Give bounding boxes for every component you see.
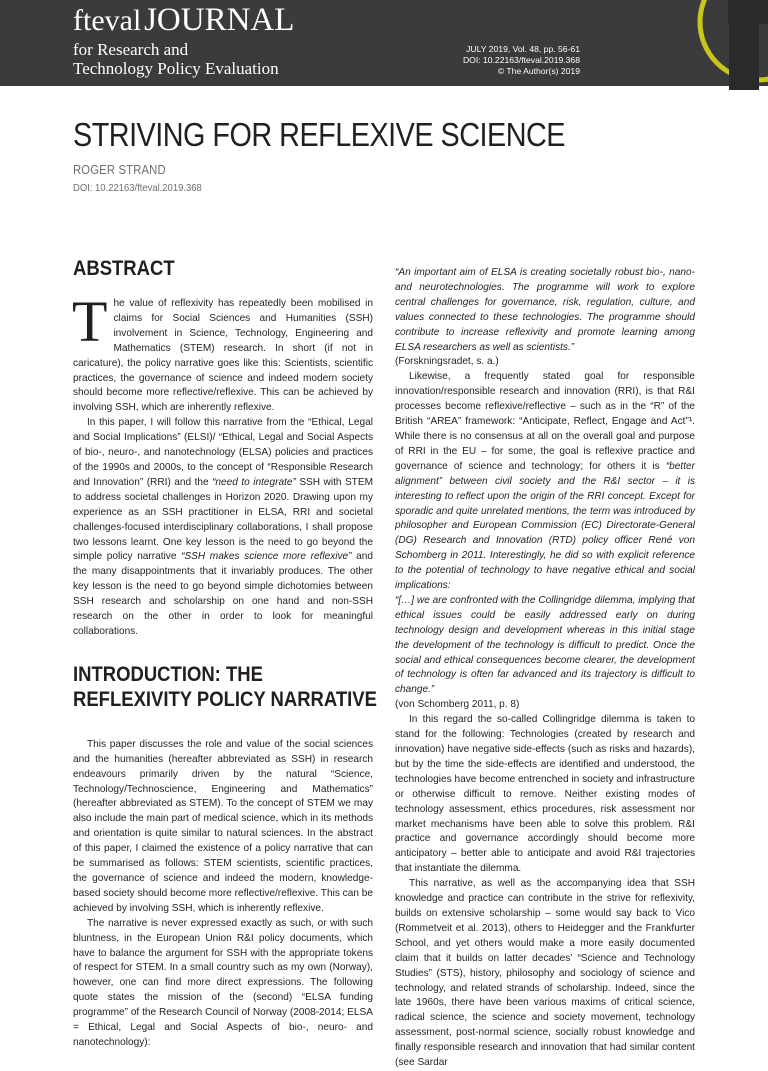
brand-prefix: fteval [73,4,142,37]
subtitle-line-2: Technology Policy Evaluation [73,58,279,78]
drop-cap: T [72,289,108,354]
article-title: STRIVING FOR REFLEXIVE SCIENCE [73,117,565,154]
copyright: © The Author(s) 2019 [497,66,580,76]
abstract-p2-emphasis-1: “need to integrate” [212,476,296,488]
intro-paragraph-2: The narrative is never expressed exactly as such, or with such bluntness, in the European Union R&I policy documents, which have to balance the argument for SSH with the appropriate tokens of respect for STEM. In a small country such as my own (Norway), however, one can find more direct expressions. The following quote states the mission of the (second) “ELSA funding programme” of the Research Council of Norway (2008-2014; ELSA = Ethical, Legal and Social Aspects of bio-, neuro- and nanotechnology): [73,917,373,1048]
article-author: ROGER STRAND [73,163,166,177]
right-column [395,266,695,1071]
brand-main: JOURNAL [144,2,295,38]
intro-heading [73,662,377,712]
narrative-paragraph: This narrative, as well as the accompanying idea that SSH knowledge and practice can contribute in the strive for reflexivity, builds on extensive scholarship – some would say back to Vico (Rommetveit et al. 2013), others to Heidegger and the Frankfurter School, and yet others would make a more easily documented claim that it builds on latter decades’ “Science and Technology Studies” (STS), history, philosophy and sociology of science and technology, and related strands of scholarship. Indeed, since the late 1960s, there have been various maxims of critical science, radical science, the science and society movement, technology assessment, post-normal science, socially robust knowledge and finally responsible research and innovation that had similar content (see Sardar [395,878,695,1069]
abstract-p1-text: he value of reflexivity has repeatedly been mobilised in claims for Social Sciences and Humanities (SSH) involvement in Science, Technology, Engineering and Mathematics (STEM) research. In short (if not in caricature), the policy narrative goes like this: Scientists, scientific practices, the governance of science and indeed modern society should become more reflective/reflexive. This can be achieved by involving SSH, which are inherently reflexive. [73,298,373,414]
intro-heading-line-2: REFLEXIVITY POLICY NARRATIVE [73,687,377,711]
journal-brand [73,2,294,39]
rri-text: Likewise, a frequently stated goal for responsible innovation/responsible research and innovation (RRI), is that R&I processes become reflexive/reflective – such as in the “R” of the British “AREA” framework: “Anticipate, Reflect, Engage and Act”¹. While there is no consensus at all on the overall goal and purpose of RRI in the EU – for some, the goal is reflexive practice and governance of science and technology; for others it is [395,371,695,472]
intro-heading-line-1: INTRODUCTION: THE [73,662,263,686]
issue-info: JULY 2019, Vol. 48, pp. 56-61 [466,44,580,54]
journal-header [0,0,768,86]
publication-info [463,44,580,77]
rri-paragraph [395,370,695,594]
rri-emphasis: “better alignment” between civil society and the R&I sector – it is interesting to reflect upon the origin of the RRI concept. Except for sporadic and quite unrelated mentions, the term was introduced by philosopher and European Commission (EC) Directorate-General (DG) Research and Innovation (RTD) policy officer René von Schomberg in 2011. Interestingly, he did so with explicit reference to the potential of technology to have negative ethical and social implications: [395,460,695,592]
abstract-p2-emphasis-2: “SSH makes science more reflexive” [181,551,352,563]
quote-citation-1: (Forskningsradet, s. a.) [395,356,499,368]
abstract-paragraph-2 [73,416,373,640]
abstract-p2-text-c: and the many disappointments that it invariably produces. The other key lesson is the need to go beyond simple dichotomies between SSH research and scholarship on one hand and non-SSH research on the other in order to look for meaningful collaborations. [73,551,373,637]
header-doi: DOI: 10.22163/fteval.2019.368 [462,55,580,65]
abstract-p2-text-a: In this paper, I will follow this narrative from the “Ethical, Legal and Social Implications” (ELSI)/ “Ethical, Legal and Social Aspects of bio-, neuro-, and nanotechnology (ELSA) policies and practices of the 1990s and 2000s, to the concept of “Responsible Research and Innovation” (RRI) and the [73,417,373,488]
abstract-heading: ABSTRACT [73,257,175,280]
left-column [72,256,377,1051]
intro-paragraph-1: This paper discusses the role and value of the social sciences and the humanities (hereafter abbreviated as SSH) in research endeavours primarily driven by the natural “Science, Technology/Technoscience, Engineering and Mathematics” (hereafter abbreviated as STEM). To the concept of STEM we may also include the main part of medical science, which in its methods and orientation is quite similar to natural sciences. In the abstract of this paper, I claimed the existence of a policy narrative that can be summarised as follows: STEM scientists, scientific practices, the governance of science and indeed the modern, knowledge-based society should become more reflective/reflexive. This can be achieved by involving SSH, which is inherently reflexive. [73,738,373,914]
journal-logo-icon [688,0,768,86]
block-quote-elsa: “An important aim of ELSA is creating societally robust bio-, nano- and neurotechnologies. The programme will work to explore central challenges for governance, risk, regulation, culture, and values connected to these technologies. The programme should contribute to increase reflexivity and promote learning among ELSA researchers as well as scientists.” [395,267,695,353]
collingridge-paragraph: In this regard the so-called Collingridge dilemma is taken to stand for the following: Technologies (created by research and innovation) have negative side-effects (such as risks and hazards), but by the time the side-effects are identified and understood, the technologies have become entrenched in society and infrastructure or otherwise difficult to remove. Neither existing modes of technology assessment, ethics procedures, risk assessment nor market mechanisms have been able to solve this problem. R&I practice and governance accordingly should become more anticipatory – better able to anticipate and avoid R&I trajectories that instantiate the dilemma. [395,714,695,875]
quote-citation-2: (von Schomberg 2011, p. 8) [395,699,520,711]
article-doi: DOI: 10.22163/fteval.2019.368 [73,182,202,194]
journal-subtitle [73,41,279,78]
subtitle-line-1: for Research and [73,40,189,59]
abstract-paragraph-1 [72,289,373,416]
block-quote-collingridge: “[…] we are confronted with the Collingridge dilemma, implying that ethical issues could be easily addressed early on during technology design and development whereas in this initial stage the development of the technology is difficult to predict. Once the social and ethical consequences become clearer, the development of technology is often far advanced and its trajectory is difficult to change.” [395,594,695,696]
abstract-p2-text-b: SSH with STEM to address societal challenges in Horizon 2020. Drawing upon my experience as an SSH practitioner in ELSA, RRI and societal challenges-focused interdisciplinary collaborations, I shall propose two lessons learnt. One key lesson is the need to go beyond the simple policy narrative [73,476,373,563]
